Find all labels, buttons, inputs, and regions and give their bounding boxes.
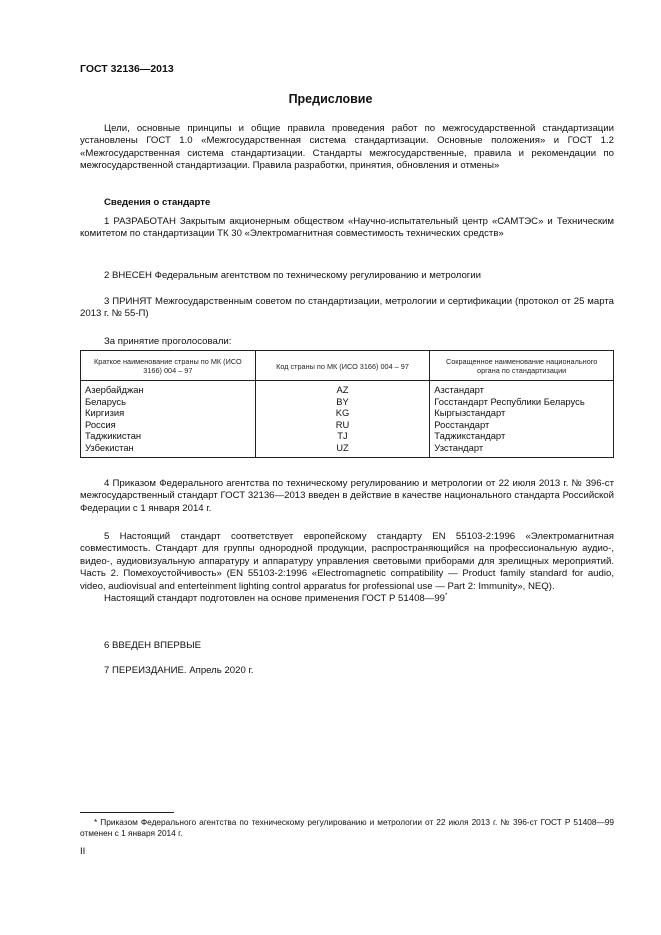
document-number: ГОСТ 32136—2013	[80, 63, 174, 75]
table-cell-country: Таджикистан	[85, 430, 142, 442]
item-4: 4 Приказом Федерального агентства по техническому регулированию и метрологии от 22 июля 2013 г. № 396-ст межгосударственный стандарт ГОСТ 32136—2013 введен в действие в качестве национального стандарта Российской Федерации с 1 января 2014 г.	[80, 478, 614, 514]
table-cell-code: AZ	[255, 381, 430, 396]
item-5-block	[80, 531, 614, 605]
intro-block	[80, 123, 614, 173]
footnote-divider	[80, 812, 174, 813]
item-7: 7 ПЕРЕИЗДАНИЕ. Апрель 2020 г.	[104, 665, 254, 676]
item-5-note: Настоящий стандарт подготовлен на основе применения ГОСТ Р 51408—99	[104, 593, 446, 605]
table-cell-country: Беларусь	[85, 395, 127, 407]
table-row	[81, 442, 614, 457]
table-cell-code: RU	[255, 419, 430, 431]
table-row	[81, 381, 614, 396]
page-number: II	[80, 846, 86, 857]
table-cell-body: Госстандарт Республики Беларусь	[430, 396, 614, 408]
table-cell-body: Узстандарт	[430, 442, 614, 457]
table-cell-code: KG	[255, 407, 430, 419]
item-6-block	[80, 640, 614, 652]
table-cell-country: Россия	[85, 418, 116, 430]
table-cell-body: Кыргызстандарт	[430, 407, 614, 419]
item-3-block	[80, 296, 614, 321]
item-7-block	[80, 665, 614, 677]
table-cell-code: TJ	[255, 430, 430, 442]
table-cell-code: UZ	[255, 442, 430, 457]
section-heading: Сведения о стандарте	[104, 197, 211, 208]
table-cell-country: Азербайджан	[85, 384, 144, 395]
item-6: 6 ВВЕДЕН ВПЕРВЫЕ	[104, 640, 202, 651]
page-title: Предисловие	[288, 92, 373, 106]
table-cell-code: BY	[255, 396, 430, 408]
table-cell-body: Таджикстандарт	[430, 430, 614, 442]
table-row	[81, 430, 614, 442]
footnote-mark: *	[94, 817, 98, 827]
footnote-text-line	[80, 817, 614, 839]
table-row	[81, 407, 614, 419]
item-2-block	[80, 270, 614, 282]
section-heading-block	[80, 197, 614, 209]
table-cell-country: Киргизия	[85, 407, 125, 419]
table-cell-body: Азстандарт	[430, 381, 614, 396]
voting-table	[80, 350, 614, 458]
table-header-country: Краткое наименование страны по МК (ИСО 3166) 004 – 97	[81, 351, 256, 381]
table-row	[81, 419, 614, 431]
item-5: 5 Настоящий стандарт соответствует европейскому стандарту EN 55103-2:1996 «Электромагнитная совместимость. Стандарт для группы однородной продукции, распространяющийся на профессиональную аудио-, видео-, аудиовизуальную аппаратуру и аппаратуру управления световыми приборами для зрелищных мероприятий. Часть 2. Помехоустойчивость» (EN 55103-2:1996 «Electromagnetic compatibility — Product family standard for audio, video, audiovisual and enterteinment lighting control apparatus for professional use — Part 2: Immunity», NEQ).	[80, 531, 614, 592]
item-4-block	[80, 478, 614, 515]
table-row	[81, 396, 614, 408]
table-cell-country: Узбекистан	[85, 441, 134, 453]
votes-intro-block	[80, 336, 614, 348]
table-header-body: Сокращенное наименование национального органа по стандартизации	[430, 351, 614, 381]
intro-paragraph: Цели, основные принципы и общие правила проведения работ по межгосударственной стандартизации установлены ГОСТ 1.0 «Межгосударственная система стандартизации. Основные положения» и ГОСТ 1.2 «Межгосударственная система стандартизации. Стандарты межгосударственные, правила и рекомендации по межгосударственной стандартизации. Правила разработки, принятия, обновления и отмены»	[80, 123, 614, 172]
item-3: 3 ПРИНЯТ Межгосударственным советом по стандартизации, метрологии и сертификации (протокол от 25 марта 2013 г. № 55-П)	[80, 296, 614, 320]
item-5-note-line	[80, 593, 614, 605]
item-1: 1 РАЗРАБОТАН Закрытым акционерным обществом «Научно-испытательный центр «САМТЭС» и Техническим комитетом по стандартизации ТК 30 «Электромагнитная совместимость технических средств»	[80, 216, 614, 240]
footnote-marker: *	[445, 592, 448, 599]
table-cell-body: Росстандарт	[430, 419, 614, 431]
footnote-text: Приказом Федерального агентства по техническому регулированию и метрологии от 22 июля 2013 г. № 396-ст ГОСТ Р 51408—99 отменен с 1 января 2014 г.	[80, 817, 614, 838]
table-header-row	[81, 351, 614, 381]
table-header-code: Код страны по МК (ИСО 3166) 004 – 97	[255, 351, 430, 381]
item-2: 2 ВНЕСЕН Федеральным агентством по техническому регулированию и метрологии	[104, 270, 482, 281]
item-1-block	[80, 216, 614, 241]
votes-intro: За принятие проголосовали:	[104, 336, 232, 347]
